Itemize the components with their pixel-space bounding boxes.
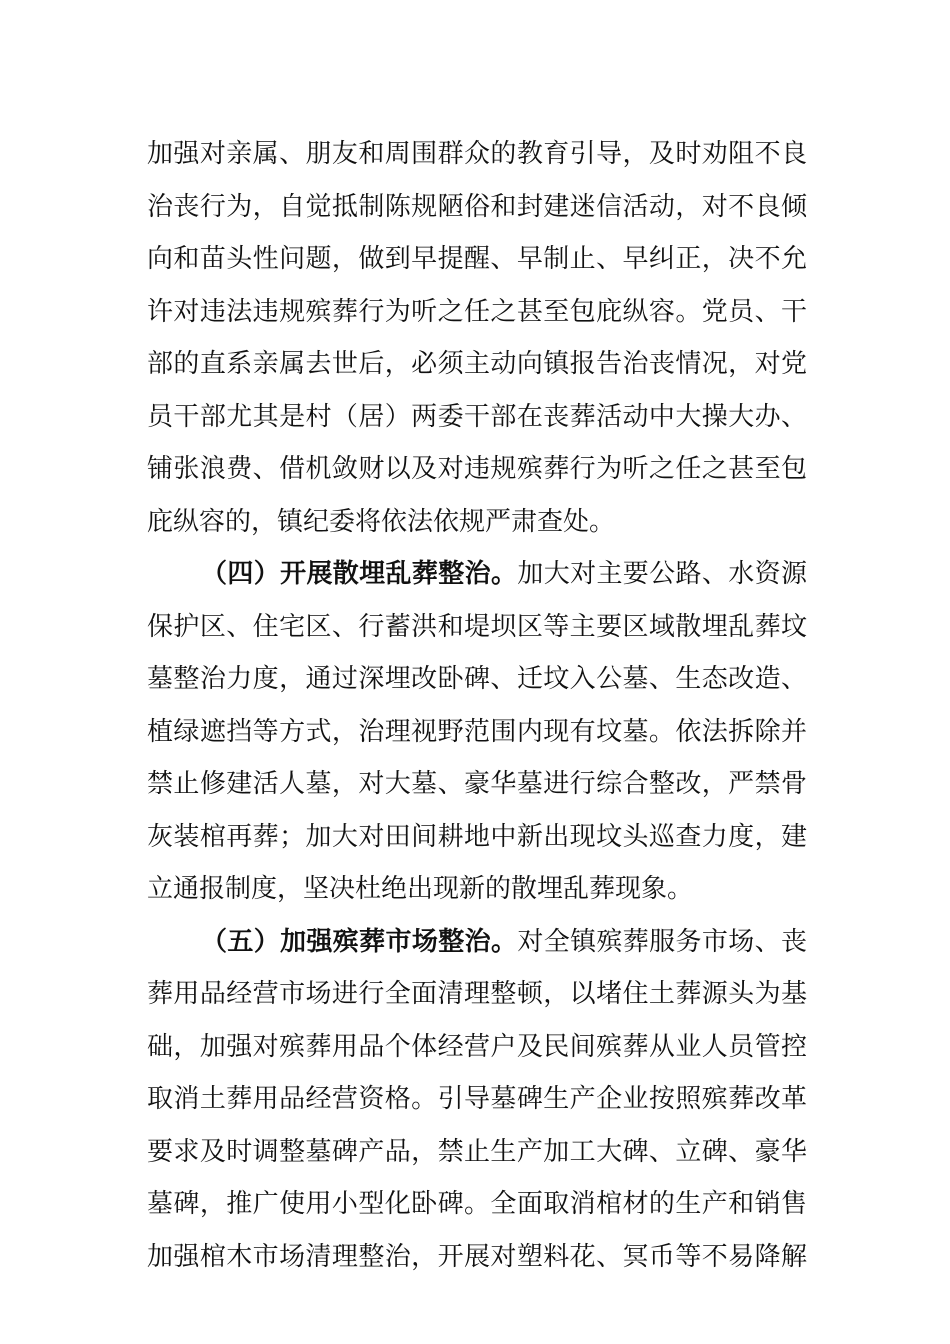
text-line: 立通报制度，坚决杜绝出现新的散埋乱葬现象。: [147, 874, 694, 904]
section-5-first-line-text: 对全镇殡葬服务市场、丧: [517, 926, 807, 957]
text-line: 取消土葬用品经营资格。引导墓碑生产企业按照殡葬改革: [147, 1084, 807, 1114]
section-4-first-line: [147, 548, 807, 601]
section-5-first-line: [147, 916, 807, 969]
text-line: 铺张浪费、借机敛财以及对违规殡葬行为听之任之甚至包: [147, 454, 807, 484]
text-line: 庇纵容的，镇纪委将依法依规严肃查处。: [147, 506, 616, 537]
text-line: 要求及时调整墓碑产品，禁止生产加工大碑、立碑、豪华: [147, 1136, 807, 1167]
document-body: [147, 128, 807, 1283]
text-line: 植绿遮挡等方式，治理视野范围内现有坟墓。依法拆除并: [147, 716, 807, 747]
text-line: 加强棺木市场清理整治，开展对塑料花、冥币等不易降解: [147, 1241, 807, 1272]
text-line: 禁止修建活人墓，对大墓、豪华墓进行综合整改，严禁骨: [147, 769, 807, 799]
text-line: 墓碑，推广使用小型化卧碑。全面取消棺材的生产和销售: [147, 1189, 807, 1219]
text-line: 础，加强对殡葬用品个体经营户及民间殡葬从业人员管控: [147, 1031, 807, 1062]
paragraph-1: [147, 128, 807, 548]
section-4-paragraph: [147, 548, 807, 916]
text-line: 向和苗头性问题，做到早提醒、早制止、早纠正，决不允: [147, 244, 807, 274]
text-line: 许对违法违规殡葬行为听之任之甚至包庇纵容。党员、干: [147, 296, 807, 327]
text-line: 治丧行为，自觉抵制陈规陋俗和封建迷信活动，对不良倾: [147, 191, 807, 222]
section-4-first-line-text: 加大对主要公路、水资源: [517, 559, 807, 589]
section-5-paragraph: [147, 916, 807, 1284]
text-line: 部的直系亲属去世后，必须主动向镇报告治丧情况，对党: [147, 349, 807, 379]
text-line: 员干部尤其是村（居）两委干部在丧葬活动中大操大办、: [147, 401, 807, 432]
section-4-heading: （四）开展散埋乱葬整治。: [201, 559, 518, 589]
text-line: 墓整治力度，通过深埋改卧碑、迁坟入公墓、生态改造、: [147, 664, 807, 694]
text-line: 保护区、住宅区、行蓄洪和堤坝区等主要区域散埋乱葬坟: [147, 611, 807, 642]
text-line: 加强对亲属、朋友和周围群众的教育引导，及时劝阻不良: [147, 139, 807, 169]
section-5-heading: （五）加强殡葬市场整治。: [201, 926, 518, 957]
text-line: 灰装棺再葬；加大对田间耕地中新出现坟头巡查力度，建: [147, 821, 807, 852]
text-line: 葬用品经营市场进行全面清理整顿，以堵住土葬源头为基: [147, 979, 807, 1009]
